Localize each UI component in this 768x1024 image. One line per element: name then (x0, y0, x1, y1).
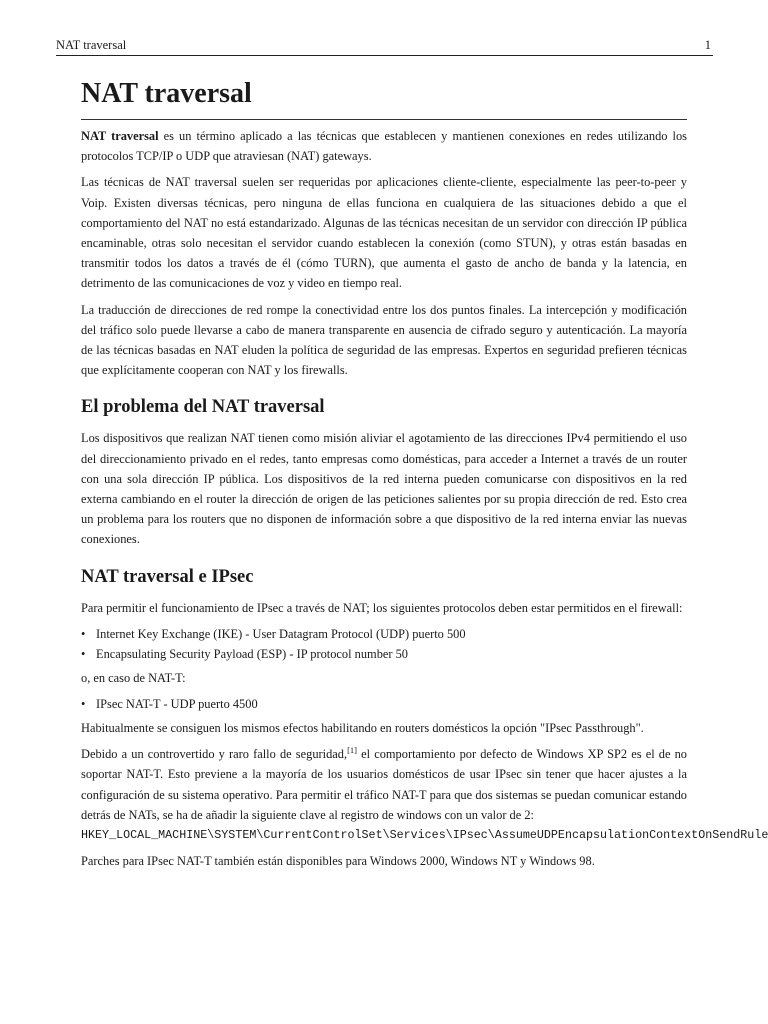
section-heading-ipsec: NAT traversal e IPsec (81, 566, 254, 587)
protocol-list (81, 624, 687, 664)
paragraph-passthrough: Habitualmente se consiguen los mismos efectos habilitando en routers domésticos la opción "IPsec Passthrough". (81, 721, 644, 736)
page-number: 1 (704, 38, 711, 52)
page-header (56, 38, 713, 56)
bug-text-end: el comportamiento por defecto de Windows XP SP2 es el de no soportar NAT-T. Esto previene a la mayoría de los usuarios domésticos de usar IPsec sin tener que hacer ajustes a la configuración de su sistema operativo. Para permitir el tráfico NAT-T para que dos sistemas se puedan comunicar estando detrás de NATs, se ha de añadir la siguiente clave al registro de windows con un valor de 2: (81, 747, 688, 822)
paragraph-ipsec-intro: Para permitir el funcionamiento de IPsec a través de NAT; los siguientes protocolos deben estar permitidos en el firewall: (81, 600, 683, 615)
bullet-icon: • (81, 697, 86, 712)
bullet-icon: • (81, 626, 86, 641)
paragraph-problem: Los dispositivos que realizan NAT tienen como misión aliviar el agotamiento de las direcciones IPv4 permitiendo el uso del direccionamiento privado en el redes, tanto empresas como domésticas, para acceder a Internet a través de un router con una sola dirección IP pública. Los dispositivos de la red interna pueden comunicarse con dispositivos en la red externa cambiando en el router la dirección de origen de las peticiones salientes por su propia dirección de red. Esto crea un problema para los routers que no disponen de información sobre a que dispositivo de la red interna enviar las nuevas conexiones. (81, 431, 687, 547)
paragraph-security-bug (81, 744, 768, 845)
section-heading-problem: El problema del NAT traversal (81, 397, 325, 418)
list-item (81, 624, 687, 644)
intro-text: es un término aplicado a las técnicas que establecen y mantienen conexiones en redes utilizando los protocolos TCP/IP o UDP que atraviesan (NAT) gateways. (81, 129, 688, 164)
running-title: NAT traversal (56, 38, 127, 52)
intro-paragraph (81, 126, 687, 166)
bug-text-start: Debido a un controvertido y raro fallo de seguridad, (81, 747, 348, 762)
paragraph-translation: La traducción de direcciones de red rompe la conectividad entre los dos puntos finales. La intercepción y modificación del tráfico solo puede llevarse a cabo de manera transparente en ausencia de cifrado seguro y autenticación. La mayoría de las técnicas basadas en NAT eluden la política de seguridad de las empresas. Expertos en seguridad prefieren técnicas que explícitamente cooperan con NAT y los firewalls. (81, 302, 687, 378)
paragraph-or-case: o, en caso de NAT-T: (81, 670, 186, 685)
page-title: NAT traversal (81, 78, 687, 120)
reference-link[interactable]: [1] (347, 745, 357, 756)
list-item-text: IPsec NAT-T - UDP puerto 4500 (96, 697, 258, 712)
article-body (81, 78, 768, 877)
list-item-text: Internet Key Exchange (IKE) - User Datagram Protocol (UDP) puerto 500 (96, 626, 466, 641)
paragraph-techniques: Las técnicas de NAT traversal suelen ser requeridas por aplicaciones cliente-cliente, especialmente las peer-to-peer y Voip. Existen diversas técnicas, pero ninguna de ellas funciona en cualquiera de las situaciones debido a que el comportamiento del NAT no está estandarizado. Algunas de las técnicas necesitan de un servidor con dirección IP pública encaminable, otras solo necesitan el servidor cuando establecen la conexión (como STUN), y otras están basadas en transmitir todos los datos a través de él (cómo TURN), que aumenta el gasto de ancho de banda y la latencia, en detrimento de las comunicaciones de voz y video en tiempo real. (81, 175, 687, 291)
natt-list (81, 694, 687, 714)
list-item (81, 644, 687, 664)
paragraph-patches: Parches para IPsec NAT-T también están disponibles para Windows 2000, Windows NT y Windows 98. (81, 854, 595, 869)
intro-term: NAT traversal (81, 129, 159, 143)
list-item (81, 694, 687, 714)
bullet-icon: • (81, 646, 86, 661)
list-item-text: Encapsulating Security Payload (ESP) - IP protocol number 50 (96, 646, 409, 661)
registry-key: HKEY_LOCAL_MACHINE\SYSTEM\CurrentControlSet\Services\IPsec\AssumeUDPEncapsulationContextOnSendRule (81, 828, 768, 843)
